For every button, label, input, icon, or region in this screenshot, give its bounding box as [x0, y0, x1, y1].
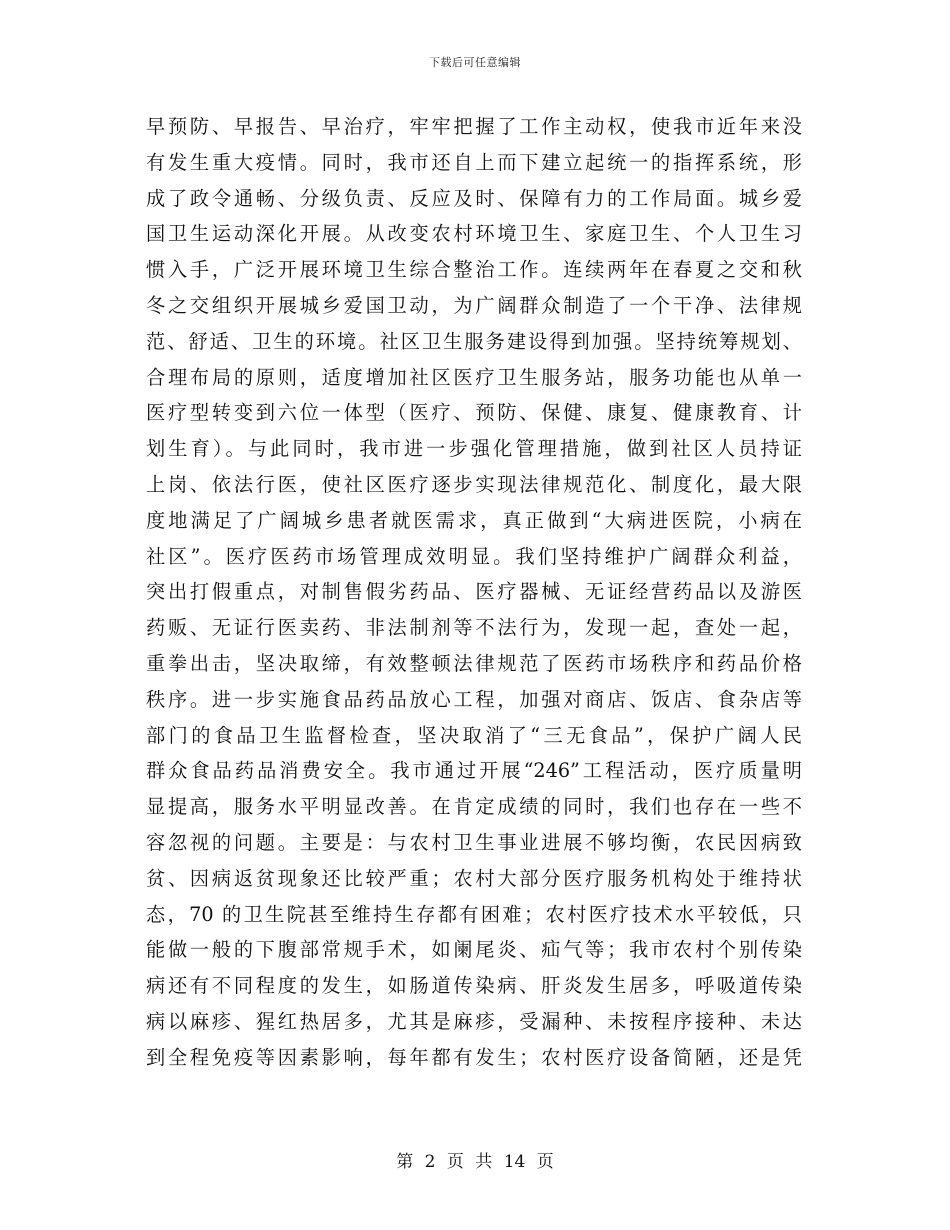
text-line: 合理布局的原则，适度增加社区医疗卫生服务站，服务功能也从单一: [146, 365, 802, 389]
text-line: 度地满足了广阔城乡患者就医需求，真正做到“大病进医院，小病在: [146, 508, 802, 532]
text-line: 惯入手，广泛开展环境卫生综合整治工作。连续两年在春夏之交和秋: [146, 258, 802, 282]
page-header: 下载后可任意编辑: [429, 56, 521, 69]
text-line: 贫、因病返贫现象还比较严重；农村大部分医疗服务机构处于维持状: [146, 866, 802, 890]
text-line: 病以麻疹、猩红热居多，尤其是麻疹，受漏种、未按程序接种、未达: [146, 1009, 802, 1033]
text-line: 到全程免疫等因素影响，每年都有发生；农村医疗设备简陋，还是凭: [146, 1045, 802, 1069]
text-line: 冬之交组织开展城乡爱国卫动，为广阔群众制造了一个干净、法律规: [146, 293, 802, 317]
text-line: 成了政令通畅、分级负责、反应及时、保障有力的工作局面。城乡爱: [146, 186, 802, 210]
text-line: 能做一般的下腹部常规手术，如阑尾炎、疝气等；我市农村个别传染: [146, 938, 802, 962]
text-line: 突出打假重点，对制售假劣药品、医疗器械、无证经营药品以及游医: [146, 580, 802, 604]
text-line: 范、舒适、卫生的环境。社区卫生服务建设得到加强。坚持统筹规划、: [146, 329, 802, 353]
text-line: 病还有不同程度的发生，如肠道传染病、肝炎发生居多，呼吸道传染: [146, 974, 802, 998]
body-paragraph: [146, 109, 802, 1076]
text-line: 态，70 的卫生院甚至维持生存都有困难；农村医疗技术水平较低，只: [146, 902, 802, 926]
text-line: 有发生重大疫情。同时，我市还自上而下建立起统一的指挥系统，形: [146, 150, 802, 174]
text-line: 早预防、早报告、早治疗，牢牢把握了工作主动权，使我市近年来没: [146, 115, 802, 138]
page-footer: 第 2 页 共 14 页: [396, 1152, 554, 1172]
text-line: 医疗型转变到六位一体型（医疗、预防、保健、康复、健康教育、计: [146, 401, 802, 425]
text-line: 国卫生运动深化开展。从改变农村环境卫生、家庭卫生、个人卫生习: [146, 222, 802, 246]
text-line: 容忽视的问题。主要是：与农村卫生事业进展不够均衡，农民因病致: [146, 830, 802, 854]
text-line: 划生育）。与此同时，我市进一步强化管理措施，做到社区人员持证: [146, 437, 802, 461]
text-line: 社区”。医疗医药市场管理成效明显。我们坚持维护广阔群众利益，: [146, 544, 802, 568]
text-line: 部门的食品卫生监督检查，坚决取消了“三无食品”，保护广阔人民: [146, 723, 802, 747]
text-line: 群众食品药品消费安全。我市通过开展“246”工程活动，医疗质量明: [146, 759, 802, 783]
text-line: 显提高，服务水平明显改善。在肯定成绩的同时，我们也存在一些不: [146, 795, 802, 819]
text-line: 药贩、无证行医卖药、非法制剂等不法行为，发现一起，查处一起，: [146, 616, 802, 640]
text-line: 重拳出击，坚决取缔，有效整顿法律规范了医药市场秩序和药品价格: [146, 651, 802, 675]
text-line: 秩序。进一步实施食品药品放心工程，加强对商店、饭店、食杂店等: [146, 687, 802, 711]
text-line: 上岗、依法行医，使社区医疗逐步实现法律规范化、制度化，最大限: [146, 472, 802, 496]
